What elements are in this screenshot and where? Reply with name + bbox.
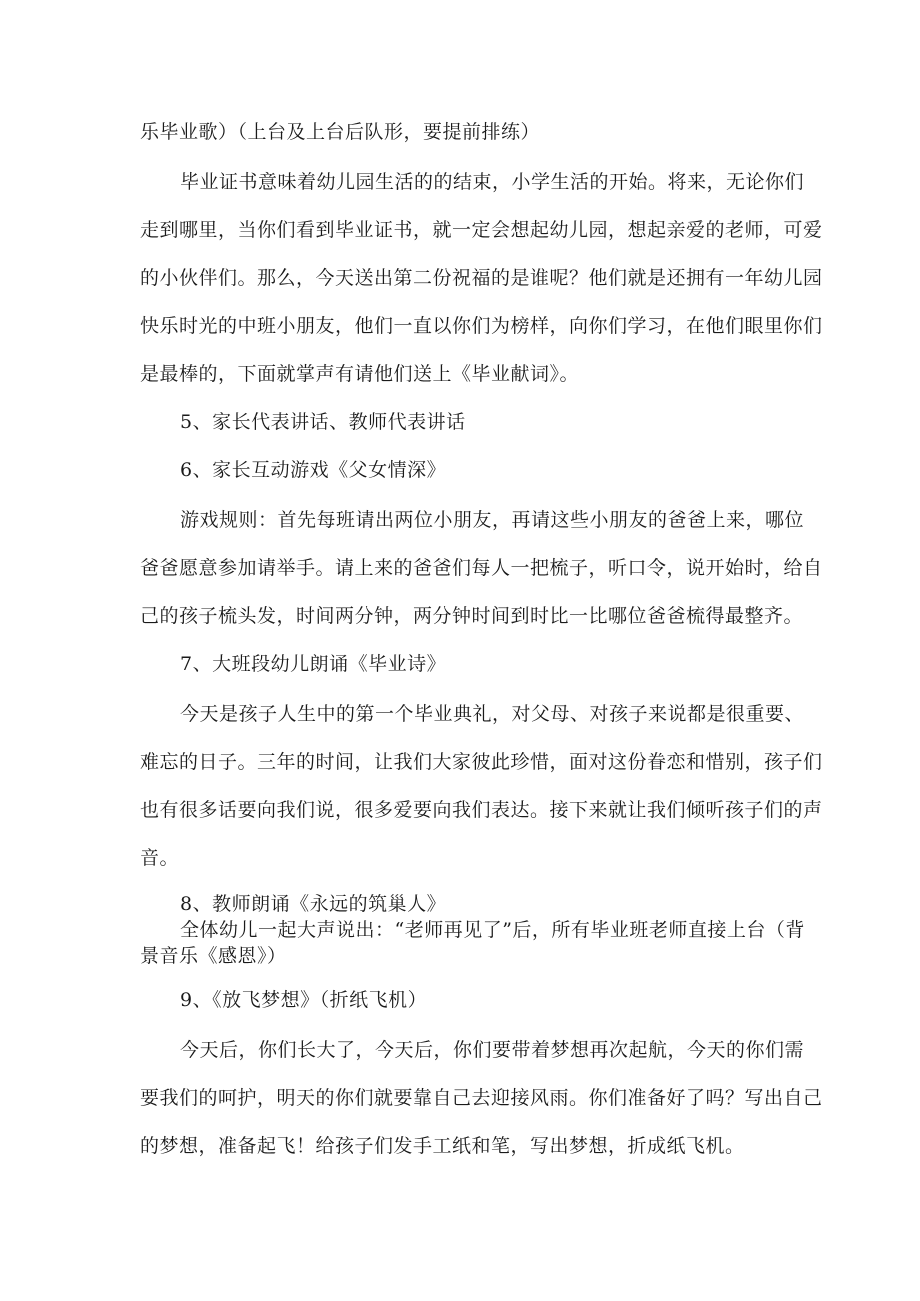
section-heading: 8、教师朗诵《永远的筑巢人》 xyxy=(180,893,447,915)
paragraph-line: 全体幼儿一起大声说出：“老师再见了”后，所有毕业班老师直接上台（背 xyxy=(180,919,805,941)
text-line: 爸爸愿意参加请举手。请上来的爸爸们每人一把梳子，听口令，说开始时，给自 xyxy=(140,557,823,579)
section-heading: 9、《放飞梦想》（折纸飞机） xyxy=(180,989,428,1011)
text-line: 也有很多话要向我们说，很多爱要向我们表达。接下来就让我们倾听孩子们的声 xyxy=(140,799,823,821)
text-line: 景音乐《感恩》） xyxy=(140,945,287,967)
text-line: 的小伙伴们。那么，今天送出第二份祝福的是谁呢？他们就是还拥有一年幼儿园 xyxy=(140,267,823,289)
section-heading: 5、家长代表讲话、教师代表讲话 xyxy=(180,411,466,433)
text-line: 要我们的呵护，明天的你们就要靠自己去迎接风雨。你们准备好了吗？写出自己 xyxy=(140,1087,823,1109)
paragraph-line: 毕业证书意味着幼儿园生活的的结束，小学生活的开始。将来，无论你们 xyxy=(180,171,805,193)
paragraph-line: 今天后，你们长大了，今天后，你们要带着梦想再次起航，今天的你们需 xyxy=(180,1039,805,1061)
text-line: 走到哪里，当你们看到毕业证书，就一定会想起幼儿园，想起亲爱的老师，可爱 xyxy=(140,219,823,241)
text-line: 音。 xyxy=(140,847,180,869)
section-heading: 7、大班段幼儿朗诵《毕业诗》 xyxy=(180,653,447,675)
text-line: 难忘的日子。三年的时间，让我们大家彼此珍惜，面对这份眷恋和惜别，孩子们 xyxy=(140,751,823,773)
paragraph-line: 游戏规则：首先每班请出两位小朋友，再请这些小朋友的爸爸上来，哪位 xyxy=(180,509,805,531)
text-line: 快乐时光的中班小朋友，他们一直以你们为榜样，向你们学习，在他们眼里你们 xyxy=(140,315,823,337)
text-line: 的梦想，准备起飞！给孩子们发手工纸和笔，写出梦想，折成纸飞机。 xyxy=(140,1135,745,1157)
paragraph-line: 今天是孩子人生中的第一个毕业典礼，对父母、对孩子来说都是很重要、 xyxy=(180,703,805,725)
text-line: 己的孩子梳头发，时间两分钟，两分钟时间到时比一比哪位爸爸梳得最整齐。 xyxy=(140,605,804,627)
section-heading: 6、家长互动游戏《父女情深》 xyxy=(180,459,447,481)
text-line: 是最棒的，下面就掌声有请他们送上《毕业献词》。 xyxy=(140,363,580,385)
text-line: 乐毕业歌）（上台及上台后队形，要提前排练） xyxy=(140,121,541,143)
